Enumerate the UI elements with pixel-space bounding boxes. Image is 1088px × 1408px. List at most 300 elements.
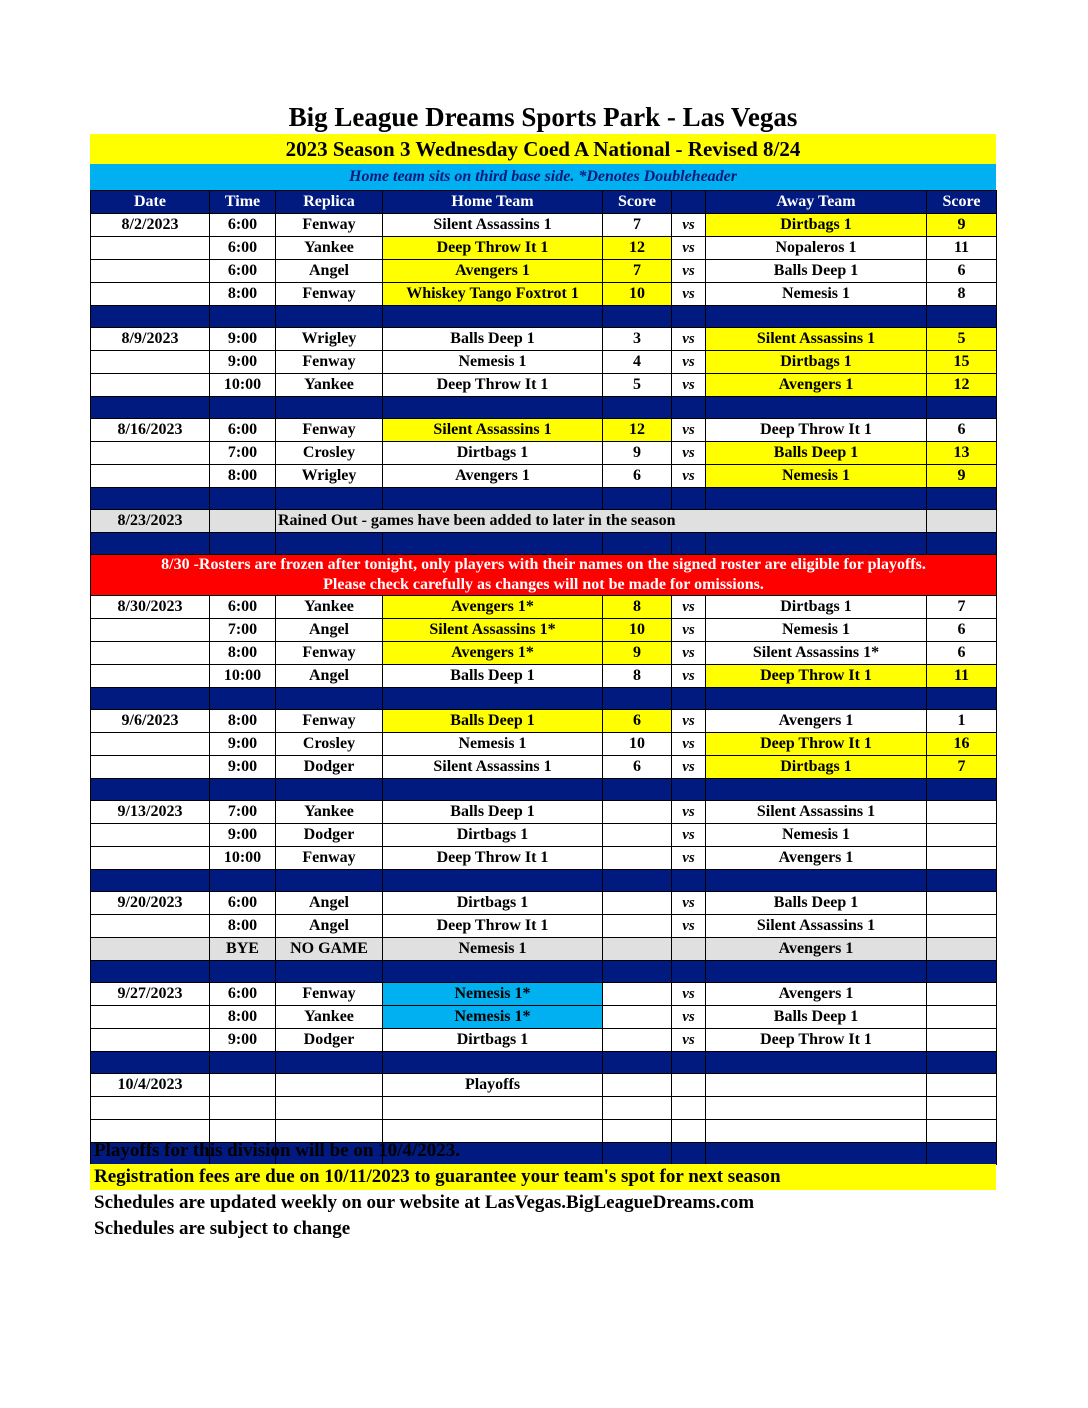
vs-cell: vs bbox=[672, 442, 706, 465]
game-row bbox=[91, 465, 997, 488]
time-cell: 10:00 bbox=[210, 374, 276, 397]
date-cell: 8/16/2023 bbox=[91, 419, 210, 442]
separator-cell bbox=[276, 961, 383, 983]
away-team-cell: Avengers 1 bbox=[706, 938, 927, 961]
game-row bbox=[91, 419, 997, 442]
separator-cell bbox=[91, 688, 210, 710]
away-score-cell bbox=[927, 983, 997, 1006]
separator-cell bbox=[672, 870, 706, 892]
separator-cell bbox=[91, 870, 210, 892]
vs-cell: vs bbox=[672, 260, 706, 283]
away-team-cell: Balls Deep 1 bbox=[706, 260, 927, 283]
separator-cell bbox=[91, 397, 210, 419]
home-score-cell bbox=[603, 847, 672, 870]
time-cell: 8:00 bbox=[210, 915, 276, 938]
week-separator-row bbox=[91, 1052, 997, 1074]
time-cell: 6:00 bbox=[210, 983, 276, 1006]
table-header-row bbox=[91, 191, 997, 214]
home-score-cell bbox=[603, 983, 672, 1006]
vs-cell: vs bbox=[672, 328, 706, 351]
vs-cell: vs bbox=[672, 419, 706, 442]
away-score-cell bbox=[927, 801, 997, 824]
separator-cell bbox=[706, 397, 927, 419]
away-score-cell: 7 bbox=[927, 756, 997, 779]
separator-cell bbox=[603, 1052, 672, 1074]
home-team-cell: Dirtbags 1 bbox=[383, 1029, 603, 1052]
home-score-cell: 4 bbox=[603, 351, 672, 374]
replica-field-cell: Wrigley bbox=[276, 465, 383, 488]
replica-field-cell: NO GAME bbox=[276, 938, 383, 961]
away-team-cell: Dirtbags 1 bbox=[706, 351, 927, 374]
date-cell bbox=[91, 1029, 210, 1052]
week-separator-row bbox=[91, 397, 997, 419]
separator-cell bbox=[91, 488, 210, 510]
time-cell: 9:00 bbox=[210, 328, 276, 351]
separator-cell bbox=[706, 870, 927, 892]
away-score-cell: 9 bbox=[927, 214, 997, 237]
home-team-cell: Whiskey Tango Foxtrot 1 bbox=[383, 283, 603, 306]
game-row bbox=[91, 892, 997, 915]
away-team-cell: Deep Throw It 1 bbox=[706, 665, 927, 688]
date-cell bbox=[91, 465, 210, 488]
game-row bbox=[91, 938, 997, 961]
replica-field-cell: Yankee bbox=[276, 1006, 383, 1029]
away-score-cell: 11 bbox=[927, 237, 997, 260]
season-subtitle: 2023 Season 3 Wednesday Coed A National - Revised 8/24 bbox=[90, 134, 996, 164]
separator-cell bbox=[672, 306, 706, 328]
alert-line-2: Please check carefully as changes will not be made for omissions. bbox=[323, 576, 764, 593]
away-score-cell: 13 bbox=[927, 442, 997, 465]
home-score-cell: 12 bbox=[603, 237, 672, 260]
away-score-cell: 15 bbox=[927, 351, 997, 374]
away-score-cell: 1 bbox=[927, 710, 997, 733]
time-cell: 6:00 bbox=[210, 892, 276, 915]
away-team-cell: Avengers 1 bbox=[706, 374, 927, 397]
home-team-cell: Silent Assassins 1* bbox=[383, 619, 603, 642]
separator-cell bbox=[927, 306, 997, 328]
time-cell: 6:00 bbox=[210, 419, 276, 442]
vs-cell: vs bbox=[672, 892, 706, 915]
separator-cell bbox=[210, 688, 276, 710]
replica-field-cell: Fenway bbox=[276, 983, 383, 1006]
vs-cell: vs bbox=[672, 983, 706, 1006]
home-team-cell: Avengers 1 bbox=[383, 465, 603, 488]
date-cell bbox=[91, 374, 210, 397]
away-score-cell bbox=[927, 1006, 997, 1029]
replica-field-cell: Wrigley bbox=[276, 328, 383, 351]
vs-cell bbox=[672, 1097, 706, 1120]
separator-cell bbox=[210, 533, 276, 555]
away-team-cell: Deep Throw It 1 bbox=[706, 733, 927, 756]
replica-field-cell: Angel bbox=[276, 619, 383, 642]
time-cell: 6:00 bbox=[210, 214, 276, 237]
home-score-cell: 6 bbox=[603, 756, 672, 779]
game-row bbox=[91, 596, 997, 619]
home-team-cell: Silent Assassins 1 bbox=[383, 756, 603, 779]
away-score-cell bbox=[927, 824, 997, 847]
time-cell: 7:00 bbox=[210, 801, 276, 824]
date-cell bbox=[91, 283, 210, 306]
separator-cell bbox=[91, 779, 210, 801]
away-team-cell bbox=[706, 1074, 927, 1097]
date-cell bbox=[91, 938, 210, 961]
replica-field-cell: Dodger bbox=[276, 756, 383, 779]
home-team-cell bbox=[383, 1097, 603, 1120]
home-score-cell: 9 bbox=[603, 442, 672, 465]
separator-cell bbox=[927, 1052, 997, 1074]
date-cell: 8/2/2023 bbox=[91, 214, 210, 237]
time-cell: BYE bbox=[210, 938, 276, 961]
home-score-cell: 8 bbox=[603, 665, 672, 688]
date-cell bbox=[91, 824, 210, 847]
home-score-cell bbox=[603, 938, 672, 961]
vs-cell: vs bbox=[672, 374, 706, 397]
time-cell: 9:00 bbox=[210, 733, 276, 756]
week-separator-row bbox=[91, 533, 997, 555]
separator-cell bbox=[672, 488, 706, 510]
home-team-cell: Deep Throw It 1 bbox=[383, 237, 603, 260]
date-cell: 9/20/2023 bbox=[91, 892, 210, 915]
replica-field-cell: Fenway bbox=[276, 351, 383, 374]
date-cell: 9/27/2023 bbox=[91, 983, 210, 1006]
replica-field-cell: Dodger bbox=[276, 1029, 383, 1052]
separator-cell bbox=[383, 870, 603, 892]
separator-cell bbox=[706, 688, 927, 710]
time-cell: 9:00 bbox=[210, 824, 276, 847]
roster-freeze-alert-row bbox=[91, 555, 997, 596]
game-row bbox=[91, 442, 997, 465]
separator-cell bbox=[383, 688, 603, 710]
game-row bbox=[91, 710, 997, 733]
home-team-cell: Balls Deep 1 bbox=[383, 328, 603, 351]
away-team-cell: Silent Assassins 1 bbox=[706, 915, 927, 938]
footer-notes bbox=[90, 1138, 996, 1242]
away-team-cell: Nemesis 1 bbox=[706, 465, 927, 488]
game-row bbox=[91, 824, 997, 847]
vs-cell bbox=[672, 938, 706, 961]
separator-cell bbox=[383, 533, 603, 555]
game-row bbox=[91, 1029, 997, 1052]
time-cell: 8:00 bbox=[210, 1006, 276, 1029]
time-cell: 9:00 bbox=[210, 1029, 276, 1052]
game-row bbox=[91, 283, 997, 306]
replica-field-cell: Fenway bbox=[276, 283, 383, 306]
away-team-cell: Nemesis 1 bbox=[706, 283, 927, 306]
home-score-cell: 7 bbox=[603, 214, 672, 237]
separator-cell bbox=[276, 688, 383, 710]
vs-cell: vs bbox=[672, 847, 706, 870]
replica-field-cell: Fenway bbox=[276, 710, 383, 733]
game-row bbox=[91, 756, 997, 779]
home-score-cell bbox=[603, 824, 672, 847]
replica-field-cell: Yankee bbox=[276, 801, 383, 824]
time-cell: 7:00 bbox=[210, 619, 276, 642]
home-team-cell: Balls Deep 1 bbox=[383, 801, 603, 824]
home-score-cell: 8 bbox=[603, 596, 672, 619]
vs-cell: vs bbox=[672, 351, 706, 374]
game-row bbox=[91, 801, 997, 824]
separator-cell bbox=[210, 306, 276, 328]
separator-cell bbox=[276, 397, 383, 419]
vs-cell: vs bbox=[672, 237, 706, 260]
separator-cell bbox=[383, 488, 603, 510]
home-team-cell: Silent Assassins 1 bbox=[383, 419, 603, 442]
home-score-cell bbox=[603, 801, 672, 824]
separator-cell bbox=[927, 961, 997, 983]
week-separator-row bbox=[91, 870, 997, 892]
separator-cell bbox=[927, 488, 997, 510]
time-cell: 9:00 bbox=[210, 351, 276, 374]
away-score-cell: 8 bbox=[927, 283, 997, 306]
away-team-cell: Avengers 1 bbox=[706, 847, 927, 870]
date-cell: 8/9/2023 bbox=[91, 328, 210, 351]
separator-cell bbox=[383, 961, 603, 983]
vs-cell: vs bbox=[672, 915, 706, 938]
game-row bbox=[91, 619, 997, 642]
time-cell bbox=[210, 1074, 276, 1097]
home-team-cell: Balls Deep 1 bbox=[383, 665, 603, 688]
replica-field-cell: Angel bbox=[276, 260, 383, 283]
game-row bbox=[91, 915, 997, 938]
replica-field-cell: Yankee bbox=[276, 596, 383, 619]
footer-website-note: Schedules are updated weekly on our website at LasVegas.BigLeagueDreams.com bbox=[94, 1192, 755, 1213]
date-cell bbox=[91, 1097, 210, 1120]
page-title: Big League Dreams Sports Park - Las Vegas bbox=[288, 102, 798, 132]
column-header-vs bbox=[672, 191, 706, 214]
time-cell: 8:00 bbox=[210, 465, 276, 488]
replica-field-cell: Yankee bbox=[276, 237, 383, 260]
home-team-cell: Deep Throw It 1 bbox=[383, 374, 603, 397]
date-cell: 8/23/2023 bbox=[91, 510, 210, 533]
time-cell: 6:00 bbox=[210, 596, 276, 619]
time-cell bbox=[210, 1097, 276, 1120]
separator-cell bbox=[91, 961, 210, 983]
separator-cell bbox=[210, 779, 276, 801]
separator-cell bbox=[210, 397, 276, 419]
week-separator-row bbox=[91, 488, 997, 510]
column-header-home-team: Home Team bbox=[383, 191, 603, 214]
separator-cell bbox=[383, 306, 603, 328]
separator-cell bbox=[603, 533, 672, 555]
home-score-cell: 10 bbox=[603, 619, 672, 642]
separator-cell bbox=[276, 779, 383, 801]
game-row bbox=[91, 1074, 997, 1097]
separator-cell bbox=[603, 961, 672, 983]
separator-cell bbox=[927, 688, 997, 710]
footer-change-note: Schedules are subject to change bbox=[94, 1218, 351, 1239]
home-team-cell: Silent Assassins 1 bbox=[383, 214, 603, 237]
footer-registration-note: Registration fees are due on 10/11/2023 to guarantee your team's spot for next season bbox=[90, 1164, 996, 1190]
vs-cell: vs bbox=[672, 214, 706, 237]
separator-cell bbox=[672, 688, 706, 710]
away-team-cell: Silent Assassins 1* bbox=[706, 642, 927, 665]
away-team-cell: Silent Assassins 1 bbox=[706, 328, 927, 351]
separator-cell bbox=[706, 306, 927, 328]
separator-cell bbox=[603, 397, 672, 419]
home-team-cell: Avengers 1* bbox=[383, 642, 603, 665]
separator-cell bbox=[672, 1052, 706, 1074]
vs-cell: vs bbox=[672, 596, 706, 619]
separator-cell bbox=[91, 533, 210, 555]
time-cell: 8:00 bbox=[210, 642, 276, 665]
alert-line-1: 8/30 -Rosters are frozen after tonight, only players with their names on the signed roster are eligible for playoffs. bbox=[161, 556, 926, 573]
separator-cell bbox=[210, 1052, 276, 1074]
home-score-cell bbox=[603, 1074, 672, 1097]
vs-cell: vs bbox=[672, 1029, 706, 1052]
away-score-cell bbox=[927, 938, 997, 961]
date-cell bbox=[91, 642, 210, 665]
away-team-cell: Dirtbags 1 bbox=[706, 214, 927, 237]
away-team-cell: Nemesis 1 bbox=[706, 619, 927, 642]
vs-cell: vs bbox=[672, 283, 706, 306]
replica-field-cell: Fenway bbox=[276, 847, 383, 870]
home-team-cell: Dirtbags 1 bbox=[383, 892, 603, 915]
home-score-cell: 5 bbox=[603, 374, 672, 397]
away-team-cell bbox=[706, 1097, 927, 1120]
separator-cell bbox=[706, 961, 927, 983]
home-score-cell: 10 bbox=[603, 283, 672, 306]
game-row bbox=[91, 260, 997, 283]
time-cell: 6:00 bbox=[210, 237, 276, 260]
separator-cell bbox=[603, 306, 672, 328]
home-team-cell: Nemesis 1 bbox=[383, 938, 603, 961]
away-score-cell: 6 bbox=[927, 260, 997, 283]
date-cell: 10/4/2023 bbox=[91, 1074, 210, 1097]
separator-cell bbox=[276, 1052, 383, 1074]
home-team-cell: Nemesis 1 bbox=[383, 351, 603, 374]
column-header-time: Time bbox=[210, 191, 276, 214]
vs-cell: vs bbox=[672, 710, 706, 733]
column-header-away-team: Away Team bbox=[706, 191, 927, 214]
replica-field-cell: Fenway bbox=[276, 214, 383, 237]
date-cell: 8/30/2023 bbox=[91, 596, 210, 619]
home-team-cell: Nemesis 1 bbox=[383, 733, 603, 756]
separator-cell bbox=[383, 1052, 603, 1074]
replica-field-cell bbox=[276, 1074, 383, 1097]
replica-field-cell: Crosley bbox=[276, 442, 383, 465]
separator-cell bbox=[91, 306, 210, 328]
separator-cell bbox=[383, 397, 603, 419]
away-score-cell: 16 bbox=[927, 733, 997, 756]
home-score-cell: 9 bbox=[603, 642, 672, 665]
game-row bbox=[91, 237, 997, 260]
away-score-cell: 6 bbox=[927, 619, 997, 642]
home-team-note: Home team sits on third base side. *Denotes Doubleheader bbox=[90, 164, 996, 190]
home-team-cell: Balls Deep 1 bbox=[383, 710, 603, 733]
time-cell: 10:00 bbox=[210, 665, 276, 688]
home-score-cell bbox=[603, 1006, 672, 1029]
score-cell bbox=[927, 510, 997, 533]
away-team-cell: Balls Deep 1 bbox=[706, 1006, 927, 1029]
game-row bbox=[91, 642, 997, 665]
footer-playoffs-note: Playoffs for this division will be on 10/4/2023. bbox=[94, 1140, 460, 1161]
time-cell: 8:00 bbox=[210, 710, 276, 733]
home-score-cell bbox=[603, 892, 672, 915]
away-score-cell bbox=[927, 1029, 997, 1052]
replica-field-cell: Angel bbox=[276, 665, 383, 688]
replica-field-cell: Dodger bbox=[276, 824, 383, 847]
roster-freeze-alert bbox=[91, 555, 997, 596]
vs-cell: vs bbox=[672, 465, 706, 488]
date-cell: 9/6/2023 bbox=[91, 710, 210, 733]
away-score-cell: 6 bbox=[927, 419, 997, 442]
home-team-cell: Playoffs bbox=[383, 1074, 603, 1097]
game-row bbox=[91, 665, 997, 688]
away-score-cell bbox=[927, 1074, 997, 1097]
away-team-cell: Dirtbags 1 bbox=[706, 596, 927, 619]
home-team-cell: Avengers 1* bbox=[383, 596, 603, 619]
vs-cell: vs bbox=[672, 1006, 706, 1029]
separator-cell bbox=[927, 779, 997, 801]
week-separator-row bbox=[91, 688, 997, 710]
away-team-cell: Deep Throw It 1 bbox=[706, 1029, 927, 1052]
column-header-away-score: Score bbox=[927, 191, 997, 214]
home-score-cell: 10 bbox=[603, 733, 672, 756]
replica-field-cell: Fenway bbox=[276, 419, 383, 442]
date-cell bbox=[91, 442, 210, 465]
date-cell bbox=[91, 756, 210, 779]
vs-cell bbox=[672, 1074, 706, 1097]
separator-cell bbox=[706, 1052, 927, 1074]
vs-cell: vs bbox=[672, 733, 706, 756]
game-row bbox=[91, 214, 997, 237]
separator-cell bbox=[276, 306, 383, 328]
separator-cell bbox=[927, 533, 997, 555]
week-separator-row bbox=[91, 306, 997, 328]
replica-field-cell: Yankee bbox=[276, 374, 383, 397]
away-score-cell: 9 bbox=[927, 465, 997, 488]
game-row bbox=[91, 351, 997, 374]
separator-cell bbox=[603, 870, 672, 892]
home-score-cell: 3 bbox=[603, 328, 672, 351]
game-row bbox=[91, 847, 997, 870]
game-row bbox=[91, 1097, 997, 1120]
date-cell bbox=[91, 733, 210, 756]
date-cell bbox=[91, 1006, 210, 1029]
separator-cell bbox=[603, 779, 672, 801]
separator-cell bbox=[706, 488, 927, 510]
date-cell bbox=[91, 237, 210, 260]
date-cell: 9/13/2023 bbox=[91, 801, 210, 824]
vs-cell: vs bbox=[672, 665, 706, 688]
time-cell: 10:00 bbox=[210, 847, 276, 870]
schedule-document bbox=[90, 100, 996, 1165]
away-score-cell: 11 bbox=[927, 665, 997, 688]
vs-cell: vs bbox=[672, 756, 706, 779]
separator-cell bbox=[672, 779, 706, 801]
week-separator-row bbox=[91, 779, 997, 801]
date-cell bbox=[91, 665, 210, 688]
home-score-cell: 7 bbox=[603, 260, 672, 283]
away-score-cell bbox=[927, 892, 997, 915]
rained-out-message: Rained Out - games have been added to later in the season bbox=[276, 510, 927, 533]
column-header-replica: Replica bbox=[276, 191, 383, 214]
home-team-cell: Nemesis 1* bbox=[383, 1006, 603, 1029]
schedule-table bbox=[90, 190, 997, 1165]
time-cell: 9:00 bbox=[210, 756, 276, 779]
away-score-cell: 7 bbox=[927, 596, 997, 619]
time-cell: 6:00 bbox=[210, 260, 276, 283]
home-team-cell: Dirtbags 1 bbox=[383, 442, 603, 465]
home-team-cell: Deep Throw It 1 bbox=[383, 915, 603, 938]
away-score-cell bbox=[927, 915, 997, 938]
separator-cell bbox=[672, 533, 706, 555]
separator-cell bbox=[210, 961, 276, 983]
away-team-cell: Avengers 1 bbox=[706, 710, 927, 733]
date-cell bbox=[91, 847, 210, 870]
date-cell bbox=[91, 915, 210, 938]
home-score-cell: 6 bbox=[603, 465, 672, 488]
